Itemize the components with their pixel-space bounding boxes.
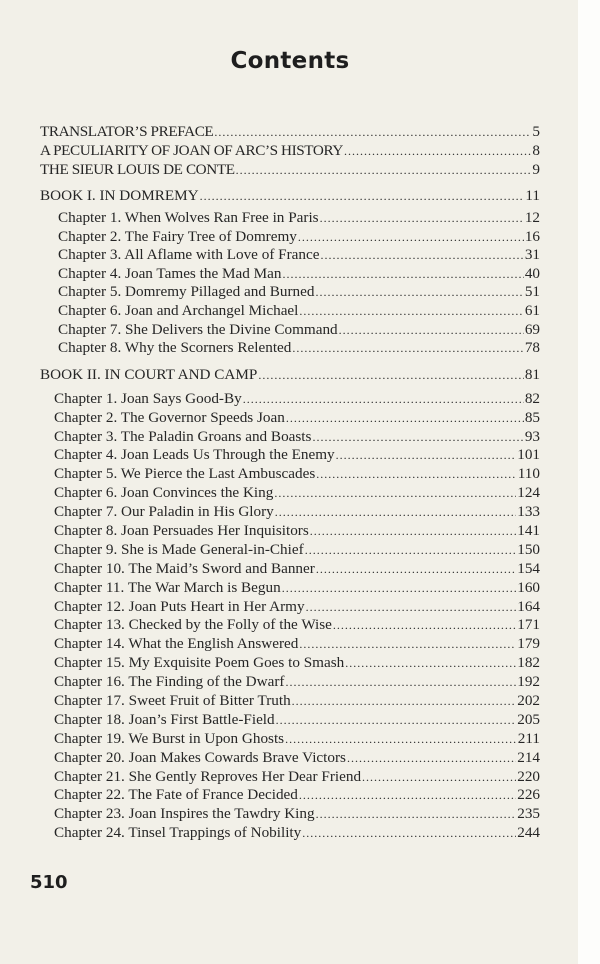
- toc-chapter-entry: [40, 598, 540, 617]
- dot-leader: [286, 409, 524, 428]
- entry-title: Chapter 6. Joan Convinces the King: [54, 484, 274, 502]
- dot-leader: [299, 635, 516, 654]
- dot-leader: [305, 541, 517, 560]
- entry-page: 5: [532, 123, 540, 140]
- entry-page: 110: [517, 465, 540, 483]
- table-of-contents: [40, 122, 540, 843]
- toc-chapter-entry: [40, 692, 540, 711]
- dot-leader: [315, 283, 523, 302]
- dot-leader: [345, 654, 516, 673]
- toc-chapter-entry: [40, 711, 540, 730]
- toc-chapter-entry: [40, 579, 540, 598]
- dot-leader: [299, 786, 516, 805]
- entry-title: Chapter 3. The Paladin Groans and Boasts: [54, 427, 312, 445]
- entry-page: 226: [517, 786, 540, 804]
- entry-title: Chapter 21. She Gently Reproves Her Dear Friend: [54, 767, 362, 785]
- dot-leader: [312, 428, 523, 447]
- dot-leader: [243, 390, 524, 409]
- dot-leader: [285, 730, 517, 749]
- toc-chapter-entry: [40, 768, 540, 787]
- entry-title: Chapter 1. Joan Says Good-By: [54, 389, 242, 407]
- entry-title: Chapter 19. We Burst in Upon Ghosts: [54, 729, 285, 747]
- entry-page: 85: [524, 408, 540, 426]
- toc-chapter-entry: [40, 560, 540, 579]
- toc-chapter-entry: [40, 283, 540, 302]
- dot-leader: [200, 186, 525, 206]
- entry-page: 124: [517, 484, 540, 502]
- entry-page: 40: [524, 264, 540, 282]
- entry-title: Chapter 9. She is Made General-in-Chief: [54, 540, 304, 558]
- dot-leader: [347, 749, 516, 768]
- toc-chapter-entry: [40, 446, 540, 465]
- toc-front-entry: [40, 141, 540, 160]
- entry-page: 93: [524, 427, 540, 445]
- entry-title: Chapter 8. Why the Scorners Relented: [58, 339, 292, 357]
- entry-page: 141: [517, 521, 540, 539]
- entry-title: Chapter 5. We Pierce the Last Ambuscades: [54, 465, 316, 483]
- toc-chapter-entry: [40, 390, 540, 409]
- entry-page: 31: [524, 246, 540, 264]
- toc-chapter-entry: [40, 228, 540, 247]
- dot-leader: [299, 302, 523, 321]
- entry-title: Chapter 7. Our Paladin in His Glory: [54, 503, 274, 521]
- entry-page: 16: [524, 227, 540, 245]
- entry-title: Chapter 13. Checked by the Folly of the Wise: [54, 616, 332, 634]
- entry-page: 81: [524, 365, 540, 383]
- dot-leader: [282, 579, 517, 598]
- dot-leader: [316, 560, 516, 579]
- dot-leader: [302, 824, 516, 843]
- toc-chapter-entry: [40, 654, 540, 673]
- dot-leader: [276, 711, 517, 730]
- toc-front-entry: [40, 122, 540, 141]
- entry-title: THE SIEUR LOUIS DE CONTE: [40, 161, 235, 178]
- entry-page: 82: [524, 389, 540, 407]
- entry-title: Chapter 20. Joan Makes Cowards Brave Victors: [54, 748, 346, 766]
- entry-page: 51: [524, 283, 540, 301]
- entry-title: Chapter 7. She Delivers the Divine Command: [58, 320, 338, 338]
- dot-leader: [306, 598, 517, 617]
- dot-leader: [275, 503, 516, 522]
- entry-page: 78: [524, 339, 540, 357]
- entry-page: 171: [517, 616, 540, 634]
- entry-title: Chapter 22. The Fate of France Decided: [54, 786, 298, 804]
- entry-page: 205: [517, 710, 540, 728]
- entry-title: Chapter 2. The Fairy Tree of Domremy: [58, 227, 297, 245]
- entry-title: Chapter 5. Domremy Pillaged and Burned: [58, 283, 315, 301]
- toc-chapter-entry: [40, 673, 540, 692]
- entry-page: 160: [517, 578, 540, 596]
- dot-leader: [285, 673, 516, 692]
- entry-title: Chapter 8. Joan Persuades Her Inquisitors: [54, 521, 309, 539]
- dot-leader: [316, 805, 517, 824]
- entry-title: Chapter 24. Tinsel Trappings of Nobility: [54, 824, 302, 842]
- entry-title: Chapter 1. When Wolves Ran Free in Paris: [58, 209, 319, 226]
- entry-page: 220: [517, 767, 540, 785]
- dot-leader: [214, 122, 531, 142]
- entry-page: 164: [517, 597, 540, 615]
- entry-page: 133: [517, 503, 540, 521]
- entry-title: BOOK I. IN DOMREMY: [40, 187, 199, 204]
- entry-page: 9: [532, 161, 540, 178]
- page-number: 510: [30, 872, 68, 893]
- dot-leader: [298, 228, 524, 247]
- toc-chapter-entry: [40, 522, 540, 541]
- toc-chapter-entry: [40, 616, 540, 635]
- entry-page: 179: [517, 635, 540, 653]
- toc-chapter-entry: [40, 503, 540, 522]
- entry-page: 202: [517, 692, 540, 709]
- entry-title: Chapter 10. The Maid’s Sword and Banner: [54, 559, 315, 577]
- dot-leader: [274, 484, 516, 503]
- entry-title: Chapter 4. Joan Leads Us Through the Enemy: [54, 446, 335, 464]
- toc-chapter-entry: [40, 749, 540, 768]
- toc-chapter-entry: [40, 428, 540, 447]
- entry-title: Chapter 16. The Finding of the Dwarf: [54, 673, 285, 691]
- toc-chapter-entry: [40, 339, 540, 358]
- dot-leader: [321, 246, 524, 265]
- entry-page: 182: [517, 654, 540, 672]
- entry-page: 244: [517, 824, 540, 842]
- entry-page: 12: [524, 209, 540, 226]
- toc-chapter-entry: [40, 730, 540, 749]
- dot-leader: [320, 209, 524, 228]
- entry-page: 192: [517, 673, 540, 691]
- toc-book-entry: [40, 365, 540, 384]
- toc-chapter-entry: [40, 635, 540, 654]
- toc-chapter-entry: [40, 246, 540, 265]
- toc-chapter-entry: [40, 824, 540, 843]
- entry-title: Chapter 17. Sweet Fruit of Bitter Truth: [54, 692, 291, 709]
- entry-title: Chapter 4. Joan Tames the Mad Man: [58, 264, 282, 282]
- toc-chapter-entry: [40, 302, 540, 321]
- entry-page: 8: [532, 142, 540, 159]
- entry-title: A PECULIARITY OF JOAN OF ARC’S HISTORY: [40, 142, 343, 159]
- toc-chapter-entry: [40, 209, 540, 228]
- dot-leader: [339, 321, 524, 340]
- dot-leader: [310, 522, 516, 541]
- dot-leader: [292, 339, 523, 358]
- entry-page: 211: [517, 729, 540, 747]
- entry-title: BOOK II. IN COURT AND CAMP: [40, 365, 258, 383]
- entry-title: Chapter 15. My Exquisite Poem Goes to Smash: [54, 654, 345, 672]
- toc-chapter-entry: [40, 541, 540, 560]
- entry-page: 154: [517, 559, 540, 577]
- dot-leader: [344, 141, 531, 161]
- entry-page: 214: [517, 748, 540, 766]
- entry-page: 101: [517, 446, 540, 464]
- toc-chapter-entry: [40, 321, 540, 340]
- entry-title: Chapter 2. The Governor Speeds Joan: [54, 408, 285, 426]
- dot-leader: [236, 160, 532, 180]
- entry-title: Chapter 14. What the English Answered: [54, 635, 299, 653]
- entry-page: 69: [524, 320, 540, 338]
- dot-leader: [333, 616, 516, 635]
- dot-leader: [316, 465, 517, 484]
- dot-leader: [336, 446, 517, 465]
- toc-chapter-entry: [40, 409, 540, 428]
- entry-title: Chapter 23. Joan Inspires the Tawdry King: [54, 805, 315, 823]
- toc-chapter-entry: [40, 465, 540, 484]
- entry-page: 150: [517, 540, 540, 558]
- toc-chapter-entry: [40, 265, 540, 284]
- entry-title: Chapter 18. Joan’s First Battle-Field: [54, 710, 275, 728]
- entry-title: Chapter 11. The War March is Begun: [54, 578, 281, 596]
- dot-leader: [258, 365, 523, 385]
- entry-title: Chapter 3. All Aflame with Love of France: [58, 246, 320, 264]
- toc-chapter-entry: [40, 786, 540, 805]
- entry-page: 11: [525, 187, 540, 204]
- entry-page: 61: [524, 301, 540, 319]
- dot-leader: [292, 692, 517, 711]
- entry-title: Chapter 6. Joan and Archangel Michael: [58, 301, 299, 319]
- toc-book-entry: [40, 186, 540, 205]
- entry-title: TRANSLATOR’S PREFACE: [40, 123, 214, 140]
- dot-leader: [282, 265, 523, 284]
- page-title: Contents: [230, 48, 350, 74]
- toc-chapter-entry: [40, 805, 540, 824]
- toc-front-entry: [40, 160, 540, 179]
- entry-title: Chapter 12. Joan Puts Heart in Her Army: [54, 597, 305, 615]
- entry-page: 235: [517, 805, 540, 823]
- dot-leader: [362, 768, 516, 787]
- toc-chapter-entry: [40, 484, 540, 503]
